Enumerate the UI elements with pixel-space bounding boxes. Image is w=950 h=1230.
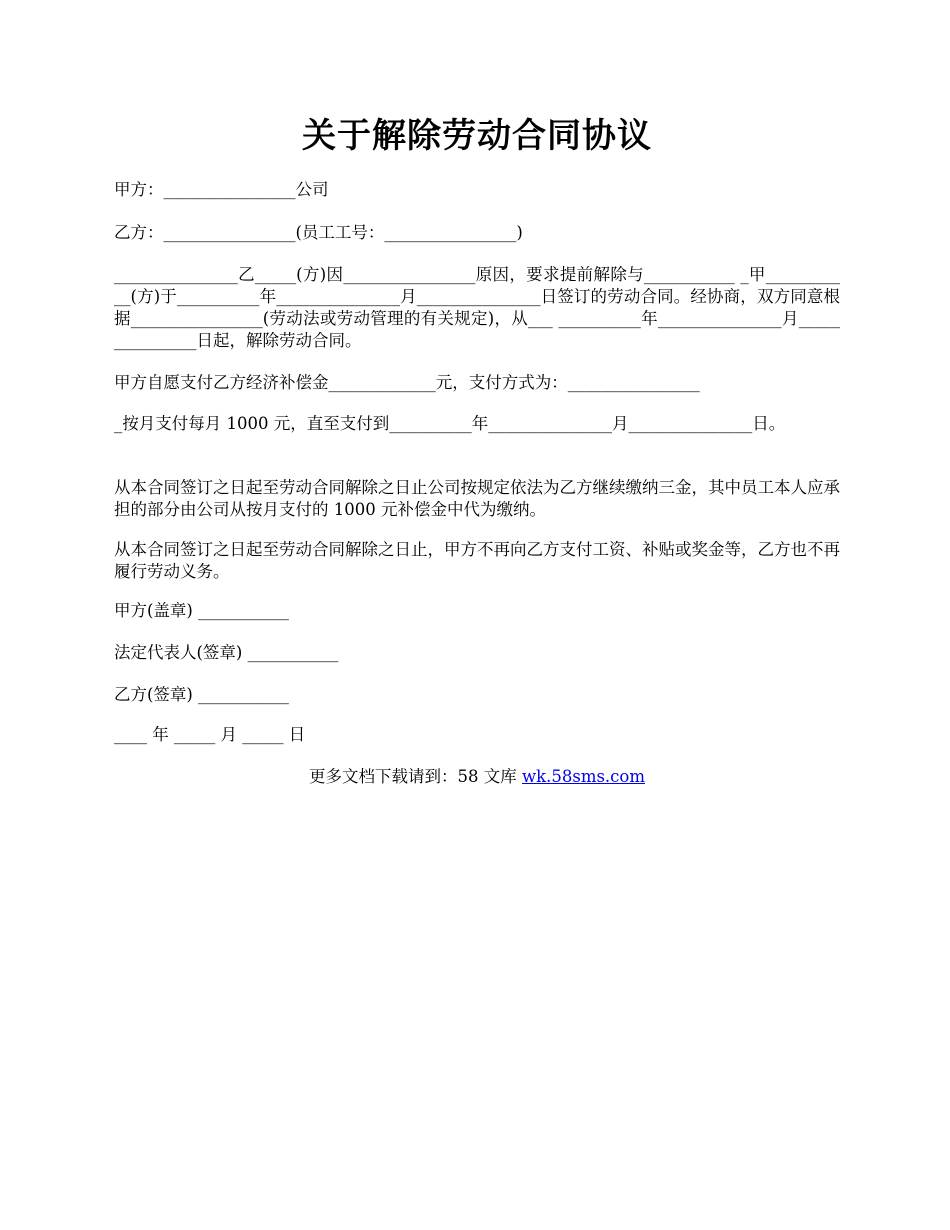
payment-schedule-paragraph: _按月支付每月 1000 元，直至支付到__________年_______________月_______________日。	[114, 414, 786, 433]
obligations-paragraph: 从本合同签订之日起至劳动合同解除之日止，甲方不再向乙方支付工资、补贴或奖金等，乙方也不再履行劳动义务。	[114, 540, 840, 581]
footer-text: 更多文档下载请到：58 文库	[308, 767, 522, 786]
compensation-paragraph: 甲方自愿支付乙方经济补偿金_____________元，支付方式为：________________	[114, 373, 700, 392]
document-title: 关于解除劳动合同协议	[302, 116, 652, 156]
legal-representative-line: 法定代表人(签章) ___________	[114, 643, 339, 662]
party-a-line: 甲方：________________公司	[114, 180, 329, 199]
party-a-seal-line: 甲方(盖章) ___________	[114, 601, 289, 620]
party-b-signature-line: 乙方(签章) ___________	[114, 685, 289, 704]
termination-reason-paragraph: _______________乙_____(方)因________________原因，要求提前解除与___________ _甲___________(方)于__________年_______________月_______________日签订的劳动合同。经协商，双方同意根据________________(劳动法或劳动管理的有关规定)，从___ __________年_______________月_______________日起，解除劳动合同。	[114, 265, 840, 350]
insurance-paragraph: 从本合同签订之日起至劳动合同解除之日止公司按规定依法为乙方继续缴纳三金，其中员工本人应承担的部分由公司从按月支付的 1000 元补偿金中代为缴纳。	[114, 478, 840, 519]
footer-link[interactable]: wk.58sms.com	[521, 767, 645, 786]
date-line: ____ 年 _____ 月 _____ 日	[114, 725, 306, 744]
footer	[114, 766, 840, 788]
party-b-line: 乙方：________________(员工工号：________________)	[114, 223, 523, 242]
